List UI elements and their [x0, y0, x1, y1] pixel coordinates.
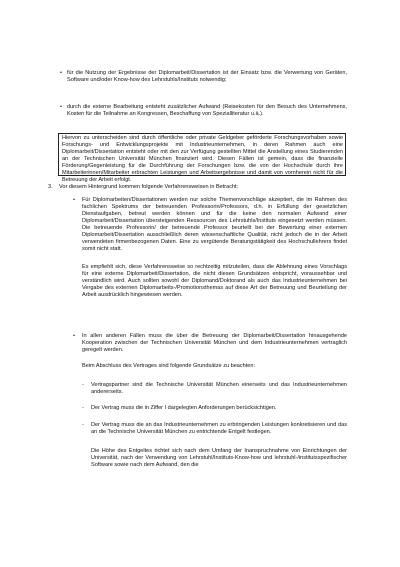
bullet-usage-of-results: für die Nutzung der Ergebnisse der Diplomarbeit/Dissertation ist der Einsatz bzw. die Verwertung von Geräten, Software und/oder Know-how des Lehrstuhls/Instituts notwendig; [67, 70, 347, 84]
bullet-dot: • [60, 104, 62, 110]
item-3-text: Vor diesem Hintergrund kommen folgende Verfahrensweisen in Betracht: [59, 184, 239, 190]
final-paragraph: Die Höhe des Entgeltes richtet sich nach dem Umfang der Inanspruchnahme von Einrichtungen der Universität, nach der Verwendung von Lehrstuhl/Instituts-Know-how und lehrstuhl-/institutsspezifischer Software sowie nach dem Aufwand, den die [91, 448, 347, 469]
dash-marker: - [82, 422, 84, 428]
sub-item-2-text: In allen anderen Fällen muss die über die Betreuung der Diplomarbeit/Dissertation hinausgehende Kooperation zwischen der Technischen Universität München und dem Industrieunternehmen vertraglich geregelt werden. [82, 333, 347, 354]
dash-item: Vertragspartner sind die Technische Universität München einerseits und das Industrieunternehmen andererseits. [91, 382, 347, 396]
bullet-external-effort: durch die externe Bearbeitung entsteht zusätzlicher Aufwand (Reisekosten für den Besuch des Unternehmens, Kosten für die Teilnahme an Kongressen, Beschaffung von Spezialliteratur u.ä.). [67, 104, 347, 118]
bordered-note-box [58, 133, 346, 184]
dash-item: Der Vertrag muss die in Ziffer I dargelegten Anforderungen berücksichtigen. [91, 405, 277, 411]
bullet-dot: • [60, 70, 62, 76]
item-number: 3. [48, 184, 53, 190]
sub-item-2-paragraph: Beim Abschluss des Vertrages sind folgende Grundsätze zu beachten: [82, 363, 255, 369]
dash-item: Der Vertrag muss die an das Industrieunternehmen zu erbringenden Leistungen konkretisieren und das an die Technische Universität München zu entrichtende Entgelt festlegen. [91, 422, 347, 436]
note-box-text: Hiervon zu unterscheiden sind durch öffentliche oder private Geldgeber geförderte Forschungsvorhaben sowie Forschungs- und Entwicklungsprojekte mit Industrieunternehmen, in deren Rahmen auch eine Diplomarbeit/Dissertation entsteht oder mit den zur Verfügung gestellten Mittel die Anstellung eines Studierenden an der Technischen Universität München finanziert wird. Diesen Fällen ist gemein, dass die finanzielle Förderung/Gegenleistung für die Durchführung der Forschungen bzw. die von der Hochschule durch ihre Mitarbeiterinnen/Mitarbeiter erbrachten Leistungen und Arbeitsergebnisse und damit von vornherein nicht für die Betreuung der Arbeit erfolgt. [62, 135, 343, 184]
sub-item-1-text: Für Diplomarbeiten/Dissertationen werden nur solche Themenvorschläge akzeptiert, die im Rahmen des fachlichen Spektrums der betreuenden Professorin/Professors, d.h. in Erfüllung der gesetzlichen Dienstaufgaben, betreut werden können und für die keine den normalen Aufwand einer Diplomarbeit/Dissertation übersteigenden Ressourcen des Lehrstuhls/Instituts eingesetzt werden müssen. Die betreuende Professorin/ der betreuende Professor beurteilt bei der Bewertung einer externen Diplomarbeit/Dissertation ausschließlich deren wissenschaftliche Qualität, nicht jedoch die in der Arbeit verwendeten firmenbezogenen Daten. Eine zu vergütende Beratungstätigkeit des Hochschullehrers findet somit nicht statt. [82, 197, 347, 253]
bullet-dot: • [73, 197, 75, 203]
dash-marker: - [82, 382, 84, 388]
sub-item-1-paragraph: Es empfiehlt sich, diese Verfahrensweise so rechtzeitig mitzuteilen, dass die Ablehnung eines Vorschlags für eine externe Diplomarbeit/Dissertation, die nicht diesen Grundsätzen entspricht, voraussehbar und verständlich wird. Auch sollten sowohl der Diplomand/Doktorand als auch das Industrieunternehmen bei Vergabe des externen Diplomarbeits-/Promotionsthemas auf diese Art der Betreuung und Beurteilung der Arbeit ausdrücklich hingewiesen werden. [82, 264, 347, 299]
dash-marker: - [82, 405, 84, 411]
bullet-dot: • [73, 333, 75, 339]
